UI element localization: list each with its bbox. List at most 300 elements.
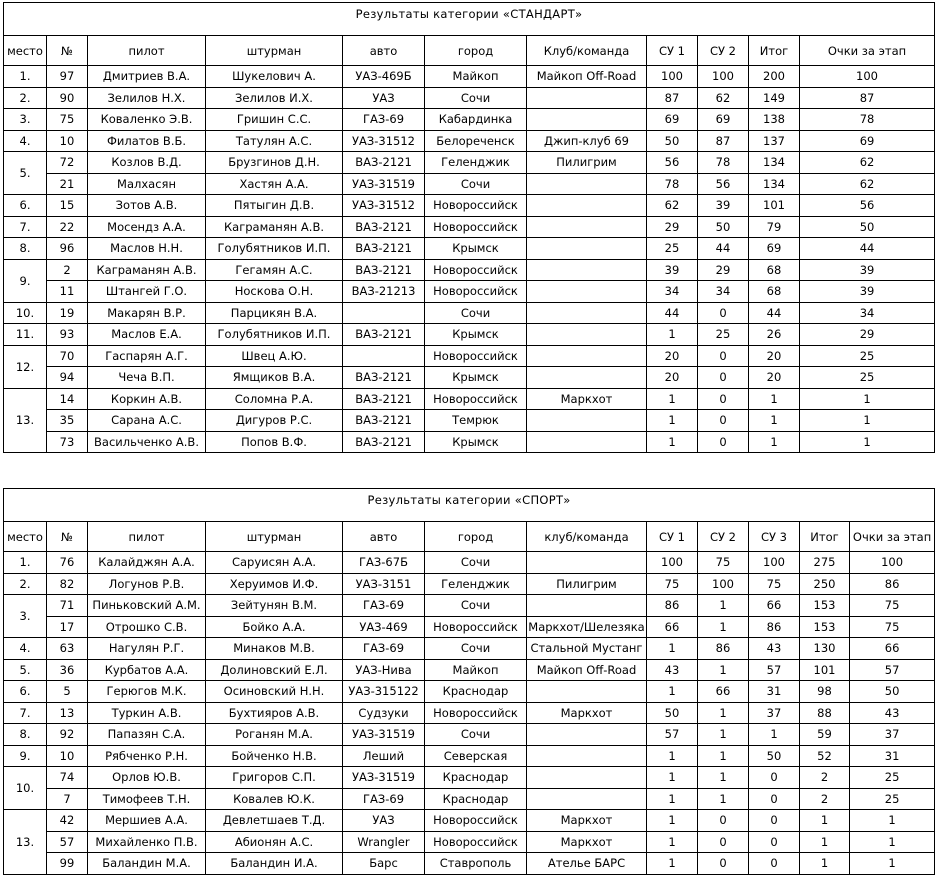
table-cell: Швец А.Ю. <box>206 345 343 367</box>
table-cell: 35 <box>47 410 88 432</box>
table-cell: 100 <box>800 66 935 88</box>
table-cell: 1 <box>647 745 698 767</box>
place-cell: 3. <box>4 109 47 131</box>
table-cell: Новороссийск <box>425 616 527 638</box>
table-cell: Абионян А.С. <box>206 831 343 853</box>
table-cell: 92 <box>47 724 88 746</box>
table-cell: Отрошко С.В. <box>88 616 206 638</box>
table-cell: 0 <box>698 831 749 853</box>
table-cell: Бойченко Н.В. <box>206 745 343 767</box>
table-cell: Сочи <box>425 302 527 324</box>
table-cell <box>527 552 647 574</box>
table-cell: 39 <box>800 281 935 303</box>
table-cell: 42 <box>47 810 88 832</box>
table-cell: Мосендз А.А. <box>88 216 206 238</box>
table-cell: 21 <box>47 173 88 195</box>
place-cell: 6. <box>4 681 47 703</box>
table-cell: Носкова О.Н. <box>206 281 343 303</box>
table-cell: 0 <box>749 810 800 832</box>
table-cell: 1 <box>800 810 850 832</box>
table-cell: 1 <box>647 410 698 432</box>
table-cell: УАЗ-31512 <box>343 195 425 217</box>
place-cell: 13. <box>4 388 47 453</box>
table-cell: 19 <box>47 302 88 324</box>
table-row <box>4 259 935 281</box>
table-cell: Маркхот <box>527 810 647 832</box>
table-cell: 26 <box>749 324 800 346</box>
table-cell: Новороссийск <box>425 195 527 217</box>
table-cell <box>527 345 647 367</box>
table-cell: 149 <box>749 87 800 109</box>
table-cell: 134 <box>749 173 800 195</box>
table-cell: 1 <box>698 724 749 746</box>
table-cell: 82 <box>47 573 88 595</box>
table-row <box>4 281 935 303</box>
table-cell: Каграманян А.В. <box>206 216 343 238</box>
table-cell: Новороссийск <box>425 259 527 281</box>
table-cell: Штангей Г.О. <box>88 281 206 303</box>
place-cell: 2. <box>4 87 47 109</box>
table-cell: 75 <box>850 595 935 617</box>
table-cell: ГАЗ-69 <box>343 788 425 810</box>
table-cell: 59 <box>800 724 850 746</box>
table-cell: 62 <box>698 87 749 109</box>
table-cell: Герюгов М.К. <box>88 681 206 703</box>
table-cell: УАЗ-469 <box>343 616 425 638</box>
column-header: № <box>47 522 88 552</box>
table-cell: Маркхот <box>527 702 647 724</box>
table-cell: 1 <box>800 388 935 410</box>
column-header: клуб/команда <box>527 522 647 552</box>
table-row <box>4 324 935 346</box>
table-cell: 34 <box>800 302 935 324</box>
table-cell: ГАЗ-69 <box>343 109 425 131</box>
table-cell: 0 <box>698 853 749 875</box>
table-cell: 20 <box>749 367 800 389</box>
table-cell: 31 <box>749 681 800 703</box>
table-cell: Wrangler <box>343 831 425 853</box>
table-cell: Кабардинка <box>425 109 527 131</box>
table-cell: 20 <box>647 345 698 367</box>
table-cell: 44 <box>800 238 935 260</box>
table-cell: 1 <box>698 595 749 617</box>
table-cell: Геленджик <box>425 573 527 595</box>
table-cell: 87 <box>647 87 698 109</box>
table-cell: 1 <box>647 388 698 410</box>
table-cell: 2 <box>800 767 850 789</box>
table-cell: Сочи <box>425 638 527 660</box>
table-cell: 0 <box>698 431 749 453</box>
table-cell: Ателье БАРС <box>527 853 647 875</box>
table-cell: Крымск <box>425 238 527 260</box>
place-cell: 12. <box>4 345 47 388</box>
table-cell: УАЗ-315122 <box>343 681 425 703</box>
table-cell: УАЗ <box>343 87 425 109</box>
table-cell: 25 <box>698 324 749 346</box>
table-cell <box>527 788 647 810</box>
table-cell: Новороссийск <box>425 810 527 832</box>
table-cell: Крымск <box>425 324 527 346</box>
place-cell: 5. <box>4 152 47 195</box>
table-row <box>4 388 935 410</box>
table-cell: УАЗ-Нива <box>343 659 425 681</box>
table-cell: Папазян С.А. <box>88 724 206 746</box>
table-cell: Гаспарян А.Г. <box>88 345 206 367</box>
table-cell: Ковалев Ю.К. <box>206 788 343 810</box>
table-cell: Краснодар <box>425 767 527 789</box>
table-cell: 75 <box>749 573 800 595</box>
table-cell: УАЗ-31512 <box>343 130 425 152</box>
table-cell: Маслов Е.А. <box>88 324 206 346</box>
table-cell: 101 <box>749 195 800 217</box>
table-cell: 50 <box>800 216 935 238</box>
table-cell: Дигуров Р.С. <box>206 410 343 432</box>
place-cell: 1. <box>4 66 47 88</box>
table-cell: 75 <box>698 552 749 574</box>
table-cell: ГАЗ-67Б <box>343 552 425 574</box>
table-cell: Дмитриев В.А. <box>88 66 206 88</box>
table-cell: 97 <box>47 66 88 88</box>
table-cell: УАЗ-3151 <box>343 573 425 595</box>
table-cell: 130 <box>800 638 850 660</box>
table-cell: 62 <box>800 173 935 195</box>
table-cell: 56 <box>647 152 698 174</box>
table-cell: 57 <box>47 831 88 853</box>
table-row <box>4 659 935 681</box>
table-cell: Нагулян Р.Г. <box>88 638 206 660</box>
table-row <box>4 410 935 432</box>
table-cell: Гегамян А.С. <box>206 259 343 281</box>
table-cell: Сочи <box>425 552 527 574</box>
table-cell: Девлетшаев Т.Д. <box>206 810 343 832</box>
table-cell: Зелилов И.Х. <box>206 87 343 109</box>
table-cell: Сарана А.С. <box>88 410 206 432</box>
table-cell: Краснодар <box>425 788 527 810</box>
table-cell: Маркхот/Шелезяка <box>527 616 647 638</box>
place-cell: 11. <box>4 324 47 346</box>
table-cell: 78 <box>800 109 935 131</box>
table-cell: 37 <box>850 724 935 746</box>
table-cell <box>343 345 425 367</box>
table-cell: 10 <box>47 745 88 767</box>
table-row <box>4 573 935 595</box>
table-cell: 39 <box>647 259 698 281</box>
table-cell: Михайленко П.В. <box>88 831 206 853</box>
column-header: город <box>425 522 527 552</box>
table-cell: Бухтияров А.В. <box>206 702 343 724</box>
table-cell: 94 <box>47 367 88 389</box>
table-cell: 1 <box>800 410 935 432</box>
table-cell: 57 <box>850 659 935 681</box>
table-cell: 69 <box>647 109 698 131</box>
table-cell: Малхасян <box>88 173 206 195</box>
table-cell: 37 <box>749 702 800 724</box>
table-cell <box>527 595 647 617</box>
table-cell: Шукелович А. <box>206 66 343 88</box>
table-cell: 1 <box>749 410 800 432</box>
table-cell: Краснодар <box>425 681 527 703</box>
table-cell <box>343 302 425 324</box>
table-cell: Хастян А.А. <box>206 173 343 195</box>
table-cell: Гришин С.С. <box>206 109 343 131</box>
table-cell: 1 <box>647 788 698 810</box>
column-header: СУ 3 <box>749 522 800 552</box>
table-cell: Пилигрим <box>527 152 647 174</box>
table-cell <box>527 724 647 746</box>
table-cell: Сочи <box>425 173 527 195</box>
table-cell: Роганян М.А. <box>206 724 343 746</box>
table-row <box>4 66 935 88</box>
table-cell: 22 <box>47 216 88 238</box>
column-header: Итог <box>800 522 850 552</box>
table-cell: 50 <box>850 681 935 703</box>
table-cell: 78 <box>698 152 749 174</box>
table-cell: 137 <box>749 130 800 152</box>
table-cell: Темрюк <box>425 410 527 432</box>
table-cell: Тимофеев Т.Н. <box>88 788 206 810</box>
table-cell: 0 <box>698 810 749 832</box>
table-cell: 134 <box>749 152 800 174</box>
table-cell <box>527 109 647 131</box>
table-cell: 200 <box>749 66 800 88</box>
table-cell: 57 <box>749 659 800 681</box>
table-cell: ВАЗ-21213 <box>343 281 425 303</box>
table-cell: 1 <box>749 388 800 410</box>
table-cell: 1 <box>850 853 935 875</box>
table-cell: 39 <box>800 259 935 281</box>
table-row <box>4 173 935 195</box>
table-cell: Новороссийск <box>425 281 527 303</box>
table-cell: 72 <box>47 152 88 174</box>
table-cell: УАЗ <box>343 810 425 832</box>
table-cell: Сочи <box>425 724 527 746</box>
table-cell: Зотов А.В. <box>88 195 206 217</box>
table-cell: 0 <box>749 767 800 789</box>
table-cell: ГАЗ-69 <box>343 638 425 660</box>
table-cell: 69 <box>698 109 749 131</box>
table-cell: 78 <box>647 173 698 195</box>
table-cell: Туркин А.В. <box>88 702 206 724</box>
table-cell: 1 <box>698 616 749 638</box>
table-cell <box>527 238 647 260</box>
table-cell <box>527 431 647 453</box>
table-cell: 250 <box>800 573 850 595</box>
standard-table-title: Результаты категории «СТАНДАРТ» <box>4 3 935 36</box>
results-table-standard <box>3 2 935 453</box>
table-cell: 86 <box>647 595 698 617</box>
place-cell: 9. <box>4 745 47 767</box>
table-cell: 87 <box>800 87 935 109</box>
table-cell: 100 <box>698 66 749 88</box>
table-cell: Осиновский Н.Н. <box>206 681 343 703</box>
place-cell: 13. <box>4 810 47 875</box>
standard-title-row <box>4 3 935 36</box>
table-row <box>4 216 935 238</box>
table-cell: Каграманян А.В. <box>88 259 206 281</box>
place-cell: 7. <box>4 702 47 724</box>
column-header: штурман <box>206 522 343 552</box>
table-cell: Майкоп <box>425 66 527 88</box>
place-cell: 7. <box>4 216 47 238</box>
table-cell: Крымск <box>425 367 527 389</box>
table-cell: Крымск <box>425 431 527 453</box>
table-cell: 68 <box>749 259 800 281</box>
column-header: Итог <box>749 36 800 66</box>
table-cell: 153 <box>800 616 850 638</box>
table-cell: 138 <box>749 109 800 131</box>
table-cell: 86 <box>698 638 749 660</box>
table-cell: 25 <box>850 788 935 810</box>
table-cell: 20 <box>647 367 698 389</box>
table-cell: 39 <box>698 195 749 217</box>
table-cell <box>527 302 647 324</box>
table-cell: 74 <box>47 767 88 789</box>
table-cell <box>527 324 647 346</box>
table-row <box>4 638 935 660</box>
table-row <box>4 152 935 174</box>
table-cell: Мершиев А.А. <box>88 810 206 832</box>
table-cell: Соломна Р.А. <box>206 388 343 410</box>
table-cell: 66 <box>749 595 800 617</box>
table-cell: Саруисян А.А. <box>206 552 343 574</box>
table-cell: 1 <box>800 853 850 875</box>
table-cell: Майкоп Off-Road <box>527 659 647 681</box>
table-cell: Курбатов А.А. <box>88 659 206 681</box>
table-cell: 69 <box>800 130 935 152</box>
table-cell: Пиньковский А.М. <box>88 595 206 617</box>
table-cell: 1 <box>647 681 698 703</box>
table-cell: Татулян А.С. <box>206 130 343 152</box>
table-cell: 62 <box>647 195 698 217</box>
table-cell: 31 <box>850 745 935 767</box>
table-cell: 70 <box>47 345 88 367</box>
table-cell: 275 <box>800 552 850 574</box>
table-row <box>4 724 935 746</box>
table-cell: 1 <box>698 767 749 789</box>
table-cell: Филатов В.Б. <box>88 130 206 152</box>
table-cell: Макарян В.Р. <box>88 302 206 324</box>
table-cell: ВАЗ-2121 <box>343 367 425 389</box>
table-cell: 17 <box>47 616 88 638</box>
table-row <box>4 616 935 638</box>
table-cell: 71 <box>47 595 88 617</box>
table-cell <box>527 281 647 303</box>
table-cell: 0 <box>698 345 749 367</box>
table-cell: ГАЗ-69 <box>343 595 425 617</box>
table-row <box>4 788 935 810</box>
table-cell: 76 <box>47 552 88 574</box>
table-cell: Новороссийск <box>425 831 527 853</box>
table-cell: Джип-клуб 69 <box>527 130 647 152</box>
table-cell: 1 <box>850 831 935 853</box>
table-cell: Сочи <box>425 87 527 109</box>
table-cell: Ставрополь <box>425 853 527 875</box>
table-cell: 50 <box>698 216 749 238</box>
table-cell: 100 <box>647 66 698 88</box>
table-cell: Маркхот <box>527 388 647 410</box>
column-header: СУ 2 <box>698 36 749 66</box>
table-cell <box>527 767 647 789</box>
table-cell: 36 <box>47 659 88 681</box>
table-cell: 75 <box>647 573 698 595</box>
table-cell: ВАЗ-2121 <box>343 216 425 238</box>
table-cell: 1 <box>749 724 800 746</box>
table-cell: 68 <box>749 281 800 303</box>
table-cell: 87 <box>698 130 749 152</box>
table-cell: 25 <box>800 345 935 367</box>
table-cell: Сочи <box>425 595 527 617</box>
table-cell: Парцикян В.А. <box>206 302 343 324</box>
table-cell: Логунов Р.В. <box>88 573 206 595</box>
table-cell: ВАЗ-2121 <box>343 388 425 410</box>
place-cell: 10. <box>4 302 47 324</box>
table-cell: Маслов Н.Н. <box>88 238 206 260</box>
table-cell: Баландин М.А. <box>88 853 206 875</box>
table-row <box>4 681 935 703</box>
table-cell: 0 <box>749 788 800 810</box>
table-cell: 15 <box>47 195 88 217</box>
table-cell: ВАЗ-2121 <box>343 259 425 281</box>
table-cell: Пятыгин Д.В. <box>206 195 343 217</box>
table-cell: Майкоп Off-Road <box>527 66 647 88</box>
table-cell: 0 <box>698 410 749 432</box>
table-cell: Калайджян А.А. <box>88 552 206 574</box>
table-cell: Новороссийск <box>425 388 527 410</box>
table-cell: 66 <box>647 616 698 638</box>
table-cell: 69 <box>749 238 800 260</box>
table-cell: Зейтунян В.М. <box>206 595 343 617</box>
column-header: место <box>4 36 47 66</box>
table-cell: 1 <box>647 810 698 832</box>
table-cell: 50 <box>749 745 800 767</box>
table-cell: 79 <box>749 216 800 238</box>
place-cell: 9. <box>4 259 47 302</box>
table-cell: Григоров С.П. <box>206 767 343 789</box>
table-cell: Бойко А.А. <box>206 616 343 638</box>
table-cell: 34 <box>647 281 698 303</box>
table-cell: 0 <box>749 831 800 853</box>
table-cell <box>527 216 647 238</box>
table-row <box>4 87 935 109</box>
table-cell: УАЗ-31519 <box>343 173 425 195</box>
table-cell <box>527 173 647 195</box>
table-cell: 88 <box>800 702 850 724</box>
table-cell: 50 <box>647 702 698 724</box>
table-cell: 14 <box>47 388 88 410</box>
sport-title-row <box>4 489 935 522</box>
table-cell: 86 <box>749 616 800 638</box>
table-cell: Зелилов Н.Х. <box>88 87 206 109</box>
table-cell: 1 <box>647 638 698 660</box>
table-cell: Новороссийск <box>425 702 527 724</box>
table-cell <box>527 195 647 217</box>
table-cell: 1 <box>698 702 749 724</box>
table-row <box>4 431 935 453</box>
table-cell: 2 <box>800 788 850 810</box>
column-header: город <box>425 36 527 66</box>
table-cell: ВАЗ-2121 <box>343 410 425 432</box>
place-cell: 1. <box>4 552 47 574</box>
table-cell: 99 <box>47 853 88 875</box>
place-cell: 3. <box>4 595 47 638</box>
table-cell: 25 <box>850 767 935 789</box>
table-cell: 1 <box>749 431 800 453</box>
column-header: СУ 1 <box>647 522 698 552</box>
table-cell: 50 <box>647 130 698 152</box>
table-cell: Голубятников И.П. <box>206 238 343 260</box>
column-header: Очки за этап <box>800 36 935 66</box>
table-cell: ВАЗ-2121 <box>343 152 425 174</box>
